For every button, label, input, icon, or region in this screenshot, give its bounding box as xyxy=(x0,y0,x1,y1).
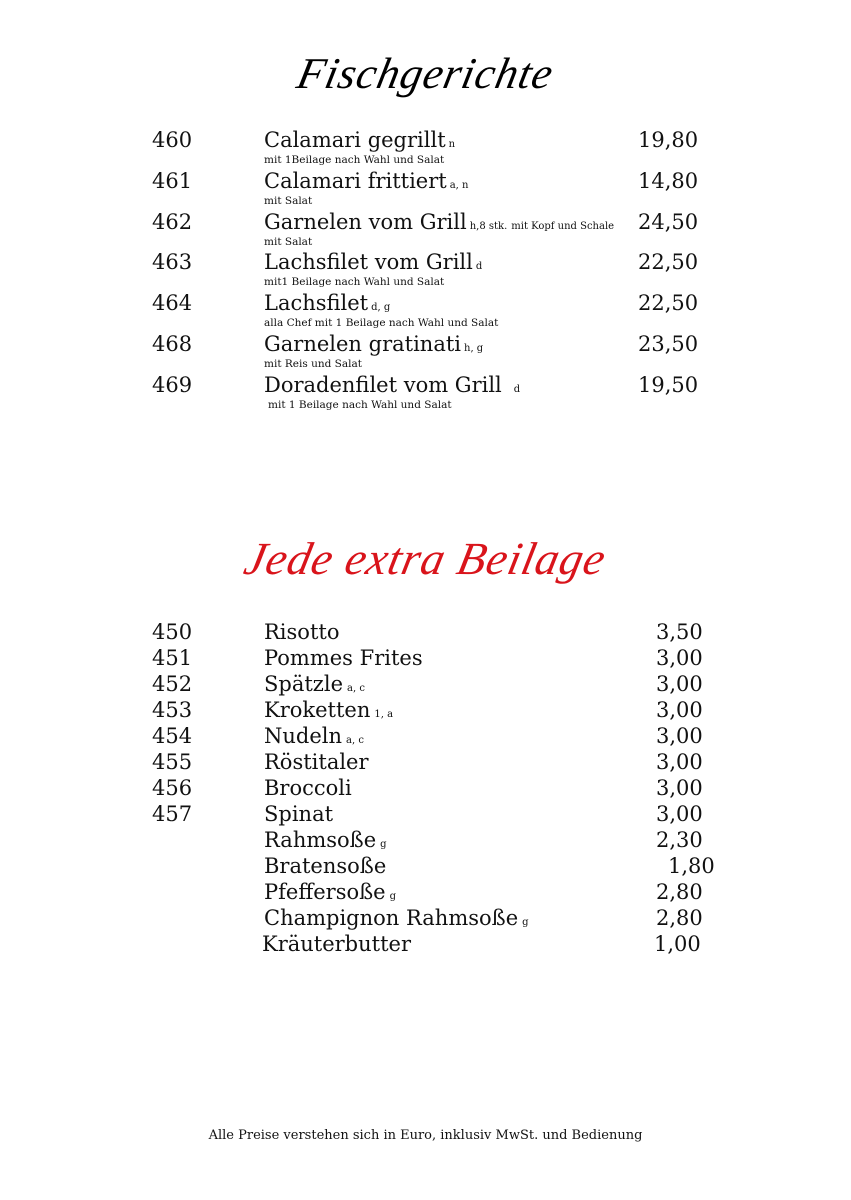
item-number: 463 xyxy=(152,250,193,275)
item-number: 469 xyxy=(152,372,193,397)
list-item xyxy=(0,828,851,854)
item-description: alla Chef mit 1 Beilage nach Wahl und Salat xyxy=(264,317,499,330)
list-item xyxy=(0,724,851,750)
item-allergens: a, c xyxy=(346,735,364,746)
item-name: Calamari frittiert a, n xyxy=(264,168,469,193)
list-item xyxy=(0,291,851,332)
item-price: 2,30 xyxy=(656,828,703,852)
list-item xyxy=(0,373,851,414)
list-item xyxy=(0,854,851,880)
item-number: 457 xyxy=(152,802,193,826)
item-name: Nudeln a, c xyxy=(264,724,364,748)
list-item xyxy=(0,672,851,698)
list-item xyxy=(0,880,851,906)
item-allergens: a, n xyxy=(449,179,469,191)
item-price: 2,80 xyxy=(656,880,703,904)
item-price: 24,50 xyxy=(638,209,699,234)
item-price: 1,00 xyxy=(654,932,701,956)
list-item xyxy=(0,802,851,828)
item-number: 451 xyxy=(152,646,193,670)
item-price: 19,80 xyxy=(638,128,699,152)
item-description: mit Salat xyxy=(264,235,313,248)
list-item xyxy=(0,932,851,958)
item-number: 456 xyxy=(152,776,193,800)
list-item xyxy=(0,620,851,646)
item-name: Lachsfilet d, g xyxy=(264,291,391,316)
item-description: mit 1 Beilage nach Wahl und Salat xyxy=(268,398,452,411)
item-name: Risotto xyxy=(264,620,340,644)
item-number: 468 xyxy=(152,331,193,356)
item-number: 460 xyxy=(152,128,193,152)
item-name: Pfeffersoße g xyxy=(264,880,396,904)
list-item xyxy=(0,750,851,776)
item-price: 22,50 xyxy=(638,291,699,316)
item-name: Garnelen gratinati h, g xyxy=(264,331,484,356)
item-number: 450 xyxy=(152,620,193,644)
item-number: 455 xyxy=(152,750,193,774)
item-extra-note: mit Kopf und Schale xyxy=(511,220,615,232)
item-name: Kräuterbutter xyxy=(262,932,411,956)
item-price: 2,80 xyxy=(656,906,703,930)
item-description: mit 1Beilage nach Wahl und Salat xyxy=(264,154,445,166)
list-item xyxy=(0,776,851,802)
list-item xyxy=(0,332,851,373)
list-item xyxy=(0,646,851,672)
item-number: 464 xyxy=(152,291,193,316)
item-number: 454 xyxy=(152,724,193,748)
item-price: 3,00 xyxy=(656,750,703,774)
item-allergens: d, g xyxy=(371,302,391,314)
list-item xyxy=(0,210,851,251)
item-allergens: h,8 stk. xyxy=(469,220,508,232)
item-price: 3,00 xyxy=(656,802,703,826)
item-name: Rahmsoße g xyxy=(264,828,387,852)
price-note-footer: Alle Preise verstehen sich in Euro, inklusiv MwSt. und Bedienung xyxy=(208,1128,643,1143)
item-allergens: g xyxy=(522,917,529,928)
item-description: mit Salat xyxy=(264,194,313,207)
item-allergens: 1, a xyxy=(374,709,394,720)
item-price: 3,00 xyxy=(656,672,703,696)
item-allergens: a, c xyxy=(347,683,365,694)
item-allergens: h, g xyxy=(464,342,484,354)
item-allergens: d xyxy=(475,261,483,273)
heading-fischgerichte: Fischgerichte xyxy=(292,49,559,98)
item-name: Spätzle a, c xyxy=(264,672,365,696)
item-number: 462 xyxy=(152,209,193,234)
item-price: 1,80 xyxy=(668,854,715,878)
item-name: Röstitaler xyxy=(264,750,369,774)
item-price: 22,50 xyxy=(638,250,699,275)
list-item xyxy=(0,906,851,932)
list-item xyxy=(0,128,851,169)
item-number: 452 xyxy=(152,672,193,696)
item-price: 19,50 xyxy=(638,372,699,397)
sides-list xyxy=(0,620,851,958)
item-price: 3,00 xyxy=(656,698,703,722)
item-name: Doradenfilet vom Grill d xyxy=(264,372,521,397)
item-number: 453 xyxy=(152,698,193,722)
item-price: 3,00 xyxy=(656,646,703,670)
list-item xyxy=(0,169,851,210)
item-name: Bratensoße xyxy=(264,854,387,878)
item-allergens: g xyxy=(380,839,387,850)
item-name: Lachsfilet vom Grill d xyxy=(264,250,483,275)
item-allergens: n xyxy=(448,139,456,150)
item-name: Broccoli xyxy=(264,776,352,800)
fish-list xyxy=(0,128,851,414)
item-price: 23,50 xyxy=(638,331,699,356)
item-name: Calamari gegrillt n xyxy=(264,128,456,152)
item-description: mit Reis und Salat xyxy=(264,357,362,370)
item-price: 3,00 xyxy=(656,724,703,748)
list-item xyxy=(0,698,851,724)
item-allergens: g xyxy=(389,891,396,902)
list-item xyxy=(0,250,851,291)
item-number: 461 xyxy=(152,168,193,193)
item-name: Kroketten 1, a xyxy=(264,698,394,722)
item-name: Garnelen vom Grill h,8 stk. mit Kopf und Schale xyxy=(264,209,615,234)
item-description: mit1 Beilage nach Wahl und Salat xyxy=(264,276,445,289)
item-name: Spinat xyxy=(264,802,334,826)
item-price: 3,50 xyxy=(656,620,703,644)
item-price: 3,00 xyxy=(656,776,703,800)
item-allergens: d xyxy=(513,383,521,395)
item-price: 14,80 xyxy=(638,168,699,193)
heading-extra-beilage: Jede extra Beilage xyxy=(239,533,612,584)
item-name: Champignon Rahmsoße g xyxy=(264,906,529,930)
item-name: Pommes Frites xyxy=(264,646,423,670)
